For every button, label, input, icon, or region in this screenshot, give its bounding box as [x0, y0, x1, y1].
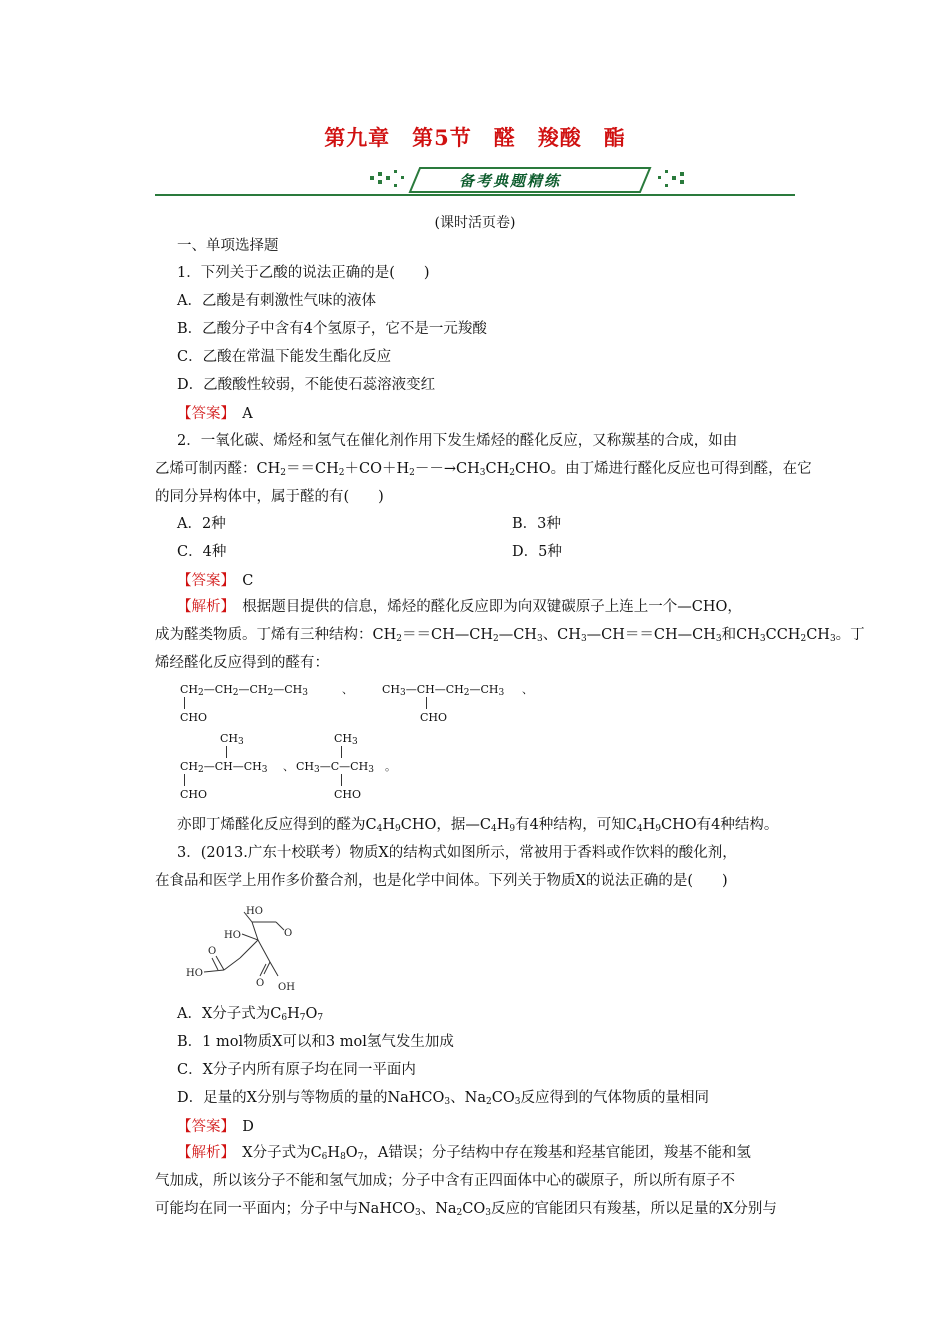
structure-3-cho: CHO: [180, 788, 208, 801]
label-o-top: O: [284, 928, 293, 939]
q2-answer-value: C: [242, 573, 254, 589]
page-subtitle: (课时活页卷): [434, 215, 516, 231]
q1-option-a: A．乙酸是有刺激性气味的液体: [177, 293, 376, 309]
q2-analysis-line2: 成为醛类物质。丁烯有三种结构：$CH_2==CH—CH_2—CH_3$、$CH_3—CH==CH—CH_3$和$CH_3CCH_2CH_3$。丁: [155, 627, 865, 644]
q3-option-a: A．X分子式为$C_6H_7O_7$: [177, 1006, 324, 1023]
q2-stem-line3: 的同分异构体中，属于醛的有( ): [155, 489, 384, 505]
page-title: 第九章 第5节 醛 羧酸 酯: [324, 125, 626, 150]
q1-option-c: C．乙酸在常温下能发生酯化反应: [177, 349, 392, 365]
q3-analysis-line1: 【解析】 X分子式为$C_6H_8O_7$，A错误；分子结构中存在羧基和羟基官能团，羧基不能和氢: [177, 1145, 751, 1162]
q3-stem-line2: 在食品和医学上用作多价螯合剂，也是化学中间体。下列关于物质X的说法正确的是( ): [155, 873, 728, 889]
structure-end: 。: [385, 760, 396, 773]
structure-4-top: $CH_3$: [334, 732, 358, 747]
structure-4-bond-bottom: [341, 774, 342, 786]
label-o-bottom: O: [256, 978, 265, 989]
separator: 、: [342, 683, 353, 696]
structure-2-main: $CH_3—CH—CH_2—CH_3$: [382, 683, 505, 698]
structure-2-cho: CHO: [420, 711, 448, 724]
q3-analysis-line2: 气加成，所以该分子不能和氢气加成；分子中含有正四面体中心的碳原子，所以所有原子不: [155, 1173, 735, 1189]
q1-option-d: D．乙酸酸性较弱，不能使石蕊溶液变红: [177, 377, 436, 393]
q2-analysis-line1: 【解析】 根据题目提供的信息，烯烃的醛化反应即为向双键碳原子上连上一个—CHO，: [177, 599, 742, 615]
q2-analysis-line3: 烯经醛化反应得到的醛有：: [155, 655, 329, 671]
q2-stem-line1: 2．一氧化碳、烯烃和氢气在催化剂作用下发生烯烃的醛化反应，又称羰基的合成，如由: [177, 433, 738, 449]
structure-3-bond-top: [226, 746, 227, 758]
structure-4-cho: CHO: [334, 788, 362, 801]
structure-2-bond: [426, 697, 427, 709]
q3-stem-line1: 3．(2013.广东十校联考）物质X的结构式如图所示，常被用于香料或作饮料的酸化剂，: [177, 845, 737, 861]
q1-answer: [177, 402, 253, 423]
structure-1-bond: [184, 697, 185, 709]
q2-answer: 【答案】 C: [177, 573, 254, 589]
separator: 、: [283, 760, 294, 773]
structure-3-bond-bottom: [184, 774, 185, 786]
analysis-tag: 【解析】: [177, 599, 228, 615]
q1-stem: 1．下列关于乙酸的说法正确的是( ): [177, 265, 430, 281]
q2-option-b: B．3种: [512, 516, 561, 532]
banner-label: 备考典题精练: [458, 172, 561, 190]
q3-answer: 【答案】 D: [177, 1119, 254, 1135]
section-heading: 一、单项选择题: [177, 238, 279, 254]
q3-answer-value: D: [242, 1119, 254, 1135]
q2-option-c: C．4种: [177, 544, 227, 560]
q1-option-b: B．乙酸分子中含有4个氢原子，它不是一元羧酸: [177, 321, 487, 337]
answer-tag: 【答案】: [177, 406, 228, 422]
q2-stem-line2: 乙烯可制丙醛：$CH_2==CH_2+CO+H_2--\to CH_3CH_2CHO$。由丁烯进行醛化反应也可得到醛，在它: [155, 461, 812, 478]
label-ho-left: HO: [186, 968, 203, 979]
q3-analysis-line3: 可能均在同一平面内；分子中与NaHCO$_3$、$Na_2CO_3$反应的官能团只有羧基，所以足量的X分别与: [155, 1201, 777, 1218]
structure-3-main: $CH_2—CH—CH_3$: [180, 760, 268, 775]
label-ho-mid: HO: [224, 930, 241, 941]
structure-1-cho: CHO: [180, 711, 208, 724]
label-o-left: O: [208, 946, 217, 957]
structure-3-top: $CH_3$: [220, 732, 244, 747]
q2-option-a: A．2种: [177, 516, 226, 532]
header-rule: [155, 194, 795, 196]
q1-answer-value: A: [242, 406, 253, 422]
structure-1-main: $CH_2—CH_2—CH_2—CH_3$: [180, 683, 308, 698]
separator: 、: [522, 683, 533, 696]
citric-acid-structure: [180, 898, 320, 998]
label-ho-top: HO: [246, 906, 263, 917]
structure-4-main: $CH_3—C—CH_3$: [296, 760, 374, 775]
structure-4-bond-top: [341, 746, 342, 758]
q2-conclusion: 亦即丁烯醛化反应得到的醛为$C_4H_9CHO$，据$—C_4H_9$有4种结构，可知$C_4H_9CHO$有4种结构。: [177, 817, 779, 834]
q3-option-d: D．足量的X分别与等物质的量的NaHCO$_3$、$Na_2CO_3$反应得到的气体物质的量相同: [177, 1090, 709, 1107]
q3-option-b: B．1 mol物质X可以和3 mol氢气发生加成: [177, 1034, 454, 1050]
q3-option-c: C．X分子内所有原子均在同一平面内: [177, 1062, 416, 1078]
label-oh-bottom: OH: [278, 982, 295, 993]
q2-option-d: D．5种: [512, 544, 562, 560]
